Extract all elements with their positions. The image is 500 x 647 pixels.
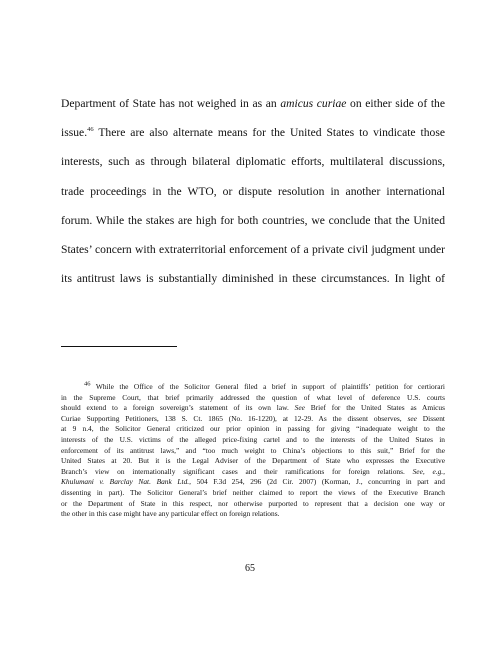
footnote-see-italic: See — [294, 403, 305, 413]
amicus-curiae-italic: amicus curiae — [280, 97, 347, 110]
body-line-2-tail: There are also alternate means for the United States to vindicate those — [93, 126, 445, 140]
body-line-5: forum. While the stakes are high for both countries, we conclude that the United — [61, 213, 445, 227]
case-citation-italic: Khulumani v. Barclay Nat. Bank Ltd. — [61, 477, 190, 487]
footnote-reference-46[interactable]: 46 — [87, 126, 94, 134]
footnote-separator-rule — [61, 346, 177, 347]
footnote-line-2: in the Supreme Court, that brief primarily addressed the question of what level of deference U.S. courts — [61, 392, 445, 402]
footnote-line-1 — [61, 382, 445, 393]
footnote-line-4 — [61, 414, 445, 425]
body-line-7: its antitrust laws is substantially diminished in these circumstances. In light of — [61, 272, 445, 286]
footnote-line-8: United States at 20. But it is the Legal Adviser of the Department of State who expresses the Executive — [61, 456, 445, 466]
footnote-line-6: interests of the U.S. victims of the alleged price-fixing cartel and to the interests of the United States in — [61, 434, 445, 444]
body-line-2-text: issue. — [61, 126, 88, 140]
footnote-line-3 — [61, 403, 445, 414]
body-line-1-text: Department of State has not weighed in as an — [61, 97, 281, 110]
footnote-line-7: enforcement of its antitrust laws,” and “too much weight to China’s objections to this suit,” Brief for the — [61, 445, 445, 455]
body-line-4: trade proceedings in the WTO, or dispute resolution in another international — [61, 184, 445, 198]
footnote-see-italic-2: see — [407, 413, 417, 423]
body-line-2 — [61, 118, 445, 147]
footnote-line-9 — [61, 467, 445, 478]
footnote-line-3-text: should extend to a foreign sovereign’s statement of its own law. — [61, 403, 295, 413]
body-line-3: interests, such as through bilateral diplomatic efforts, multilateral discussions, — [61, 155, 445, 169]
body-line-1 — [61, 89, 445, 118]
footnote-line-4-tail: Dissent — [416, 413, 445, 423]
body-paragraph — [61, 89, 445, 293]
footnote-line-5: at 9 n.4, the Solicitor General criticized our prior opinion in passing for giving “inadequate weight to the — [61, 424, 445, 434]
body-line-6: States’ concern with extraterritorial enforcement of a private civil judgment under — [61, 243, 445, 257]
footnote-line-4-text: Curiae Supporting Petitioners, 138 S. Ct. 1865 (No. 16-1220), at 12-29. As the dissent observes, — [61, 413, 408, 423]
page-number: 65 — [245, 563, 255, 574]
footnote-marker: 46 — [84, 380, 91, 388]
footnote-46 — [61, 382, 445, 520]
footnote-line-3-tail: Brief for the United States as Amicus — [304, 403, 445, 413]
footnote-line-10-tail: , 504 F.3d 254, 296 (2d Cir. 2007) (Korman, J., concurring in part and — [189, 477, 445, 487]
footnote-line-12: or the Department of State in this respect, nor otherwise purported to represent that a decision one way or — [61, 498, 445, 508]
footnote-line-9-text: Branch’s view on internationally significant cases and their ramifications for foreign relations. — [61, 466, 413, 476]
footnote-line-1-text: While the Office of the Solicitor General filed a brief in support of plaintiffs’ petition for certiorari — [90, 382, 445, 391]
footnote-line-11: dissenting in part). The Solicitor General’s brief neither claimed to report the views of the Executive Branch — [61, 487, 445, 497]
footnote-line-13: the other in this case might have any particular effect on foreign relations. — [61, 509, 280, 519]
footnote-line-10 — [61, 477, 445, 488]
footnote-see-eg-italic: See, e.g., — [412, 466, 445, 476]
body-line-1-tail: on either side of the — [346, 97, 445, 110]
